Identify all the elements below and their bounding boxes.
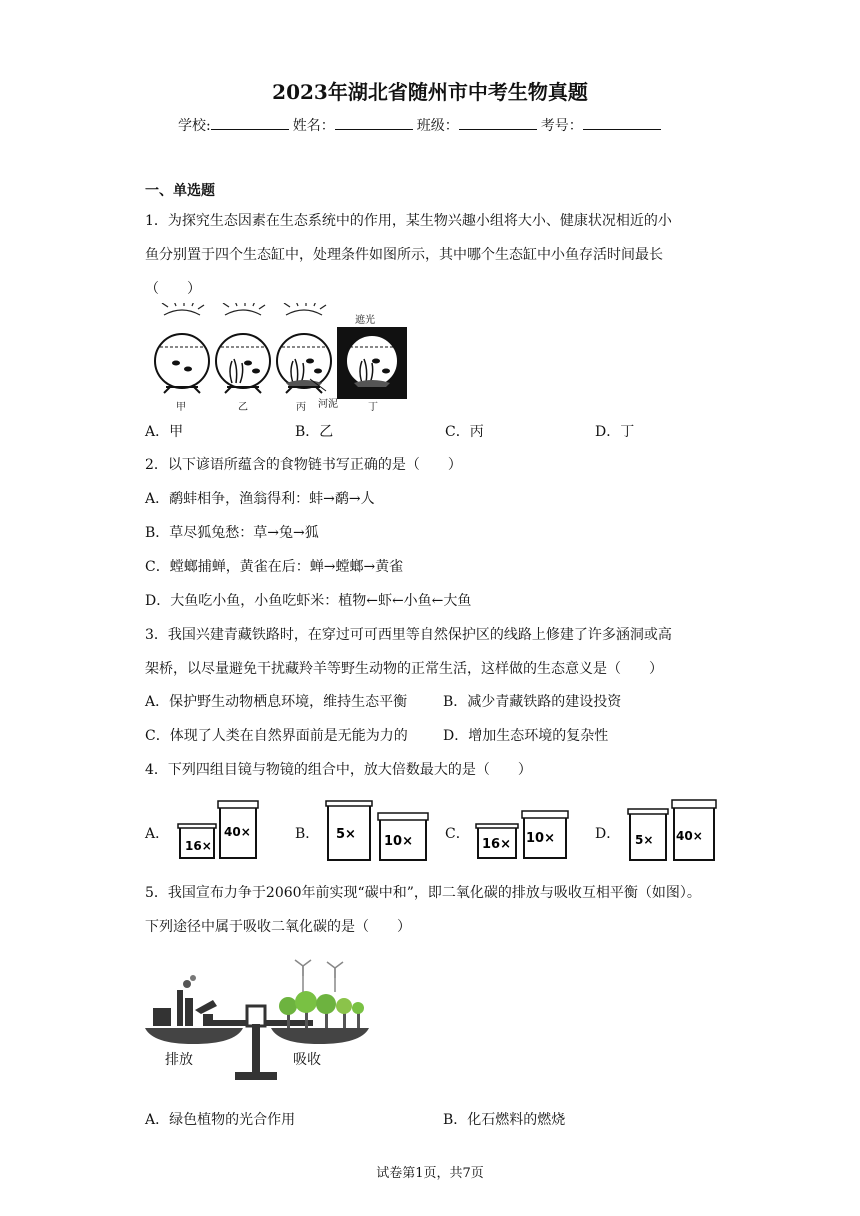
question-4-option-d-lenses[interactable] — [626, 798, 722, 866]
question-4-option-c-lenses[interactable] — [474, 798, 574, 866]
lens-b-eyepiece-label: 5× — [336, 827, 356, 842]
question-4-option-c-letter[interactable]: C． — [445, 826, 470, 842]
section-heading: 一、单选题 — [145, 183, 215, 199]
question-2-option-a[interactable]: A．鹬蚌相争，渔翁得利：蚌→鹬→人 — [145, 491, 375, 507]
exam-no-label: 考号： — [540, 118, 583, 134]
question-3-option-d[interactable]: D．增加生态环境的复杂性 — [443, 728, 609, 744]
lens-c-objective-label: 10× — [526, 831, 555, 846]
page-footer: 试卷第1页，共7页 — [376, 1166, 484, 1181]
question-5-line-2: 下列途径中属于吸收二氧化碳的是（ ） — [145, 919, 411, 935]
lens-a-eyepiece-label: 16× — [185, 839, 212, 853]
question-1-line-1: 1．为探究生态因素在生态系统中的作用，某生物兴趣小组将大小、健康状况相近的小 — [145, 213, 672, 229]
question-1-option-d[interactable]: D．丁 — [595, 424, 635, 440]
question-1-stem — [145, 204, 720, 306]
class-label: 班级： — [416, 118, 459, 134]
class-blank[interactable] — [459, 116, 537, 130]
tank-ding-label: 丁 — [368, 402, 378, 413]
tank-bing-label: 丙 — [296, 402, 306, 413]
river-mud-label: 河泥 — [318, 399, 338, 410]
question-1-option-b[interactable]: B．乙 — [295, 424, 334, 440]
name-label: 姓名： — [292, 118, 335, 134]
question-2-option-c[interactable]: C．螳螂捕蝉，黄雀在后：蝉→螳螂→黄雀 — [145, 559, 404, 575]
question-4-option-a-lenses[interactable] — [176, 798, 262, 866]
student-info-line — [178, 115, 665, 135]
lens-a-objective-label: 40× — [224, 825, 251, 839]
lens-d-eyepiece-label: 5× — [635, 833, 654, 847]
question-1-figure — [150, 303, 415, 415]
question-5-option-b[interactable]: B．化石燃料的燃烧 — [443, 1112, 566, 1128]
tank-yi-label: 乙 — [238, 402, 248, 413]
question-1-option-a[interactable]: A．甲 — [145, 424, 184, 440]
lens-d-objective-label: 40× — [676, 829, 703, 843]
school-label: 学校: — [178, 118, 211, 134]
question-4-option-d-letter[interactable]: D． — [595, 826, 621, 842]
lens-b-objective-label: 10× — [384, 834, 413, 849]
question-5-option-a[interactable]: A．绿色植物的光合作用 — [145, 1112, 296, 1128]
question-3-option-c[interactable]: C．体现了人类在自然界面前是无能为力的 — [145, 728, 408, 744]
question-3-line-1: 3．我国兴建青藏铁路时，在穿过可可西里等自然保护区的线路上修建了许多涵洞或高 — [145, 627, 672, 643]
question-2-option-b[interactable]: B．草尽狐兔愁：草→兔→狐 — [145, 525, 319, 541]
question-3-option-b[interactable]: B．减少青藏铁路的建设投资 — [443, 694, 622, 710]
tank-jia-label: 甲 — [176, 402, 186, 413]
lens-c-eyepiece-label: 16× — [482, 837, 511, 852]
question-2-option-d[interactable]: D．大鱼吃小鱼，小鱼吃虾米：植物←虾←小鱼←大鱼 — [145, 593, 472, 609]
question-4-option-a-letter[interactable]: A． — [145, 826, 170, 842]
exam-no-blank[interactable] — [583, 116, 661, 130]
school-blank[interactable] — [211, 116, 289, 130]
question-1-line-2: 鱼分别置于四个生态缸中，处理条件如图所示，其中哪个生态缸中小鱼存活时间最长 — [145, 247, 663, 263]
question-1-option-c[interactable]: C．丙 — [445, 424, 484, 440]
page-title: 2023年湖北省随州市中考生物真题 — [272, 80, 588, 104]
question-4-option-b-lenses[interactable] — [322, 798, 434, 866]
absorption-label: 吸收 — [293, 1052, 321, 1068]
question-4-option-b-letter[interactable]: B． — [295, 826, 320, 842]
question-3-line-2: 架桥，以尽量避免干扰藏羚羊等野生动物的正常生活，这样做的生态意义是（ ） — [145, 661, 663, 677]
question-2-stem: 2．以下谚语所蕴含的食物链书写正确的是（ ） — [145, 457, 462, 473]
question-5-line-1: 5．我国宣布力争于2060年前实现“碳中和”，即二氧化碳的排放与吸收互相平衡（如图）。 — [145, 885, 701, 901]
question-5-stem — [145, 876, 745, 944]
name-blank[interactable] — [335, 116, 413, 130]
question-5-balance-figure — [143, 958, 373, 1088]
question-3-stem — [145, 618, 720, 686]
question-4-stem: 4．下列四组目镜与物镜的组合中，放大倍数最大的是（ ） — [145, 762, 532, 778]
question-1-line-3: （ ） — [145, 281, 201, 297]
emission-label: 排放 — [165, 1052, 193, 1068]
question-3-option-a[interactable]: A．保护野生动物栖息环境，维持生态平衡 — [145, 694, 408, 710]
shading-label: 遮光 — [355, 315, 375, 326]
